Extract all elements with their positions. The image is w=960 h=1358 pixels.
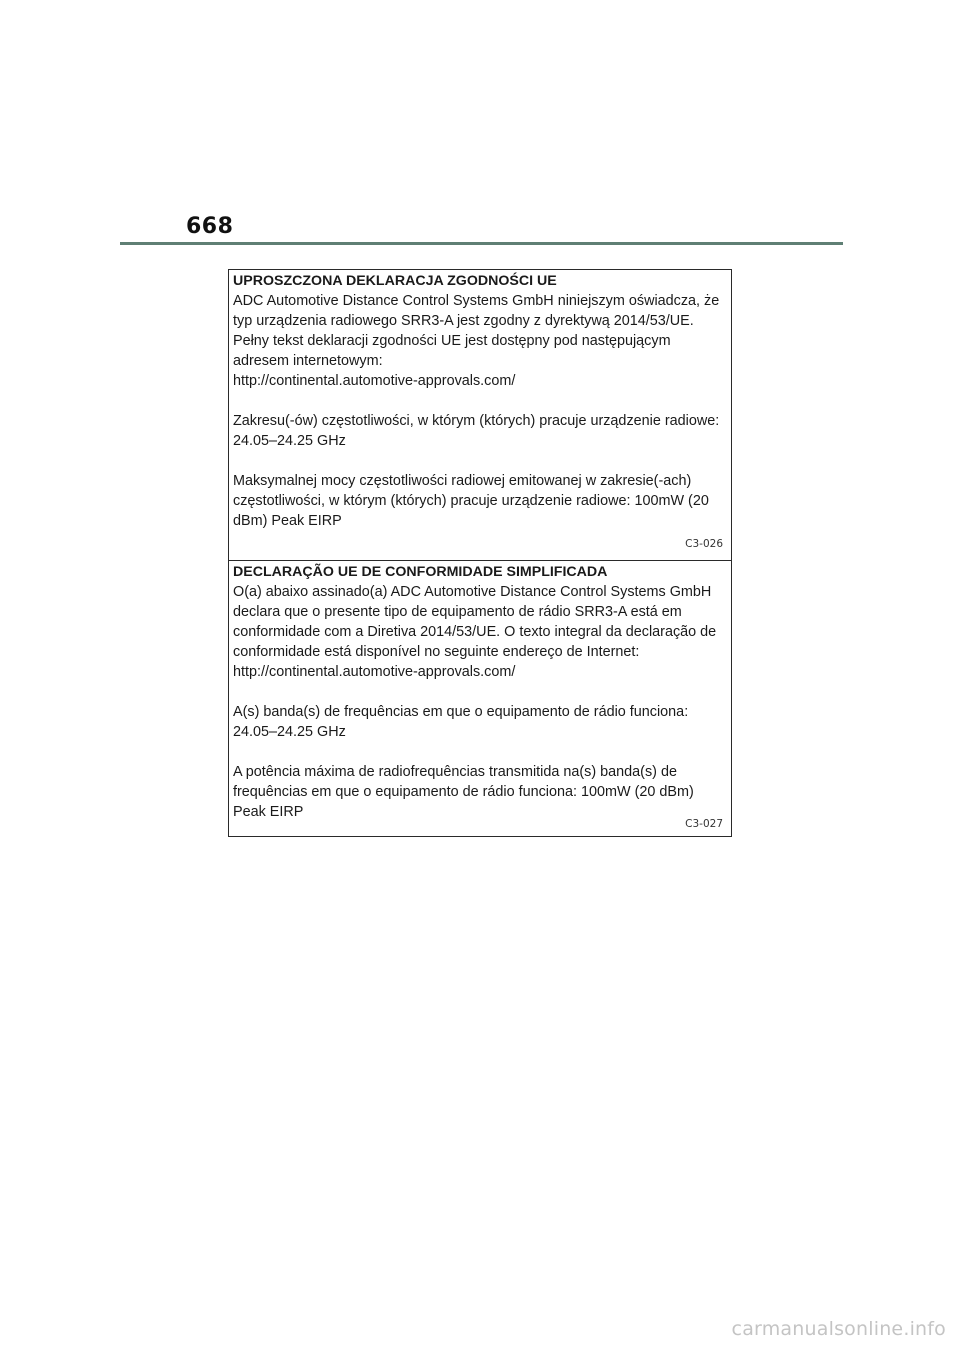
declaration-box	[228, 269, 732, 837]
watermark-text: carmanualsonline.info	[731, 1318, 946, 1340]
paragraph-polish-power: Maksymalnej mocy częstotliwości radiowej emitowanej w zakresie(-ach) częstotliwości, w którym (których) pracuje urządzenie radiowe: 100mW (20 dBm) Peak EIRP	[233, 473, 709, 529]
url-link-polish[interactable]: http://continental.automotive-approvals.com/	[233, 373, 516, 389]
url-link-portuguese[interactable]: http://continental.automotive-approvals.com/	[233, 664, 516, 680]
paragraph-portuguese-frequency: A(s) banda(s) de frequências em que o equipamento de rádio funciona: 24.05–24.25 GHz	[233, 704, 689, 740]
figure-code-polish: C3-026	[685, 538, 723, 550]
section-title-polish: UPROSZCZONA DEKLARACJA ZGODNOŚCI UE	[233, 273, 557, 289]
section-title-portuguese: DECLARAÇÃO UE DE CONFORMIDADE SIMPLIFICADA	[233, 564, 608, 580]
declaration-portuguese	[229, 561, 731, 836]
declaration-polish	[229, 270, 731, 561]
figure-code-portuguese: C3-027	[685, 818, 723, 830]
paragraph-polish-intro: ADC Automotive Distance Control Systems GmbH niniejszym oświadcza, że typ urządzenia radiowego SRR3-A jest zgodny z dyrektywą 2014/53/UE. Pełny tekst deklaracji zgodności UE jest dostępny pod następującym adresem internetowym:	[233, 293, 720, 369]
paragraph-portuguese-power: A potência máxima de radiofrequências transmitida na(s) banda(s) de frequências em que o equipamento de rádio funciona: 100mW (20 dBm) Peak EIRP	[233, 764, 694, 820]
paragraph-portuguese-intro: O(a) abaixo assinado(a) ADC Automotive Distance Control Systems GmbH declara que o presente tipo de equipamento de rádio SRR3-A está em conformidade com a Diretiva 2014/53/UE. O texto integral da declaração de conformidade está disponível no seguinte endereço de Internet:	[233, 584, 717, 660]
paragraph-polish-frequency: Zakresu(-ów) częstotliwości, w którym (których) pracuje urządzenie radiowe: 24.05–24.25 GHz	[233, 413, 720, 449]
header-divider	[120, 242, 843, 245]
page-number: 668	[186, 214, 234, 239]
